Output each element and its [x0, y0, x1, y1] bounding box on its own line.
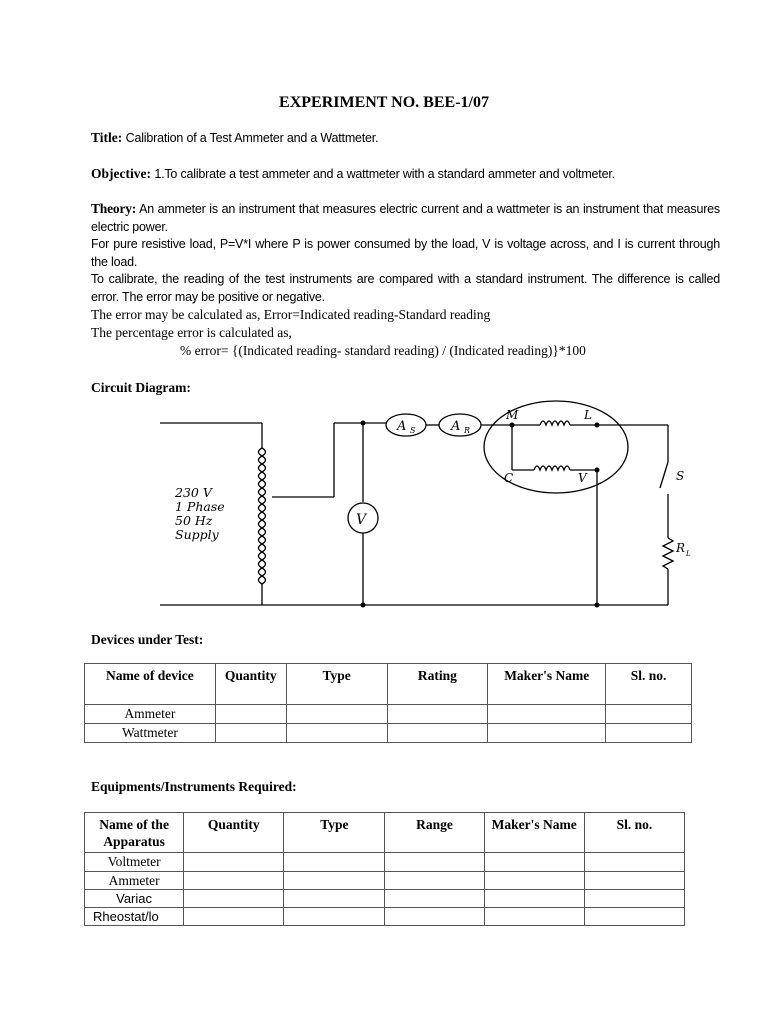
theory-label: Theory: — [91, 201, 137, 216]
supply-label-3: 50 Hz — [175, 513, 213, 528]
supply-label-2: 1 Phase — [175, 499, 225, 514]
table-cell — [584, 890, 684, 908]
table-row — [85, 908, 685, 926]
theory-p2: For pure resistive load, P=V*I where P is power consumed by the load, V is voltage across, and I is current through the load. — [91, 237, 720, 269]
objective-text: 1.To calibrate a test ammeter and a wattmeter with a standard ammeter and voltmeter. — [154, 167, 615, 181]
theory-p4: The error may be calculated as, Error=Indicated reading-Standard reading — [91, 307, 491, 322]
equipment-heading: Equipments/Instruments Required: — [91, 779, 297, 794]
variac-coil — [262, 448, 266, 584]
table-cell — [385, 890, 484, 908]
terminal-v-label: V — [578, 471, 587, 485]
equipment-table — [84, 812, 685, 926]
table-cell — [606, 724, 692, 743]
devices-header-name: Name of device — [85, 664, 216, 705]
load-label: R — [676, 541, 686, 555]
terminal-c-label: C — [504, 471, 514, 485]
table-cell — [484, 853, 584, 872]
table-cell — [184, 908, 284, 926]
table-cell — [606, 705, 692, 724]
apparatus-name-cell: Voltmeter — [85, 853, 184, 872]
device-name-cell: Wattmeter — [85, 724, 216, 743]
theory-p1-text: An ammeter is an instrument that measures electric current and a wattmeter is an instrument that measures electric power. — [91, 202, 720, 234]
objective-label: Objective: — [91, 166, 151, 181]
error-formula: % error= {(Indicated reading- standard reading) / (Indicated reading)}*100 — [180, 343, 586, 358]
terminal-m-label: M — [506, 408, 519, 422]
table-cell — [387, 724, 488, 743]
table-row — [85, 890, 685, 908]
table-row — [85, 853, 685, 872]
table-cell — [484, 890, 584, 908]
table-cell — [286, 724, 387, 743]
terminal-l-label: L — [584, 408, 592, 422]
objective-line — [91, 165, 720, 184]
circuit-heading: Circuit Diagram: — [91, 380, 191, 395]
table-cell — [215, 724, 286, 743]
ammeter-r-sub: R — [464, 426, 471, 435]
equipment-header-range: Range — [385, 813, 484, 853]
switch-symbol — [660, 462, 668, 488]
apparatus-name-cell: Ammeter — [85, 872, 184, 890]
table-cell — [184, 853, 284, 872]
table-cell — [385, 908, 484, 926]
equipment-header-name: Name of the Apparatus — [85, 813, 184, 853]
device-name-cell: Ammeter — [85, 705, 216, 724]
page-title: EXPERIMENT NO. BEE-1/07 — [279, 94, 489, 111]
pressure-coil — [534, 466, 570, 470]
table-cell — [387, 705, 488, 724]
load-sub: L — [686, 550, 691, 558]
equipment-header-row — [85, 813, 685, 853]
table-cell — [286, 705, 387, 724]
table-cell — [284, 872, 385, 890]
theory-p1 — [91, 200, 720, 236]
table-cell — [284, 853, 385, 872]
ammeter-r-label: A — [451, 419, 461, 434]
equipment-header-type: Type — [284, 813, 385, 853]
equipment-header-quantity: Quantity — [184, 813, 284, 853]
devices-header-rating: Rating — [387, 664, 488, 705]
table-cell — [184, 872, 284, 890]
table-cell — [385, 872, 484, 890]
current-coil — [540, 421, 570, 425]
ammeter-s-sub: S — [410, 426, 416, 435]
table-cell — [215, 705, 286, 724]
load-resistor — [663, 538, 673, 569]
table-row — [85, 705, 692, 724]
title-text: Calibration of a Test Ammeter and a Wattmeter. — [125, 131, 379, 145]
table-cell — [385, 853, 484, 872]
table-cell — [284, 890, 385, 908]
theory-p3: To calibrate, the reading of the test instruments are compared with a standard instrument. The difference is called error. The error may be positive or negative. — [91, 272, 720, 304]
devices-table — [84, 663, 692, 743]
devices-header-row — [85, 664, 692, 705]
ammeter-s-label: A — [397, 419, 407, 434]
table-cell — [584, 908, 684, 926]
table-cell — [584, 853, 684, 872]
title-line — [91, 129, 720, 148]
title-label: Title: — [91, 130, 123, 145]
devices-header-maker: Maker's Name — [488, 664, 606, 705]
devices-heading: Devices under Test: — [91, 632, 204, 647]
devices-header-quantity: Quantity — [215, 664, 286, 705]
supply-label-4: Supply — [175, 527, 219, 542]
theory-section — [91, 200, 720, 341]
switch-label: S — [676, 469, 685, 483]
table-cell — [584, 872, 684, 890]
table-cell — [284, 908, 385, 926]
theory-p5: The percentage error is calculated as, — [91, 324, 292, 340]
supply-label-1: 230 V — [175, 485, 212, 500]
table-cell — [488, 705, 606, 724]
table-cell — [184, 890, 284, 908]
apparatus-name-cell: Variac — [85, 890, 184, 908]
table-cell — [484, 872, 584, 890]
equipment-header-slno: Sl. no. — [584, 813, 684, 853]
devices-header-type: Type — [286, 664, 387, 705]
table-row — [85, 872, 685, 890]
apparatus-name-cell: Rheostat/lo — [85, 908, 184, 926]
voltmeter-label: V — [356, 512, 367, 528]
circuit-diagram — [0, 395, 768, 625]
table-cell — [488, 724, 606, 743]
table-row — [85, 724, 692, 743]
equipment-header-maker: Maker's Name — [484, 813, 584, 853]
table-cell — [484, 908, 584, 926]
devices-header-slno: Sl. no. — [606, 664, 692, 705]
